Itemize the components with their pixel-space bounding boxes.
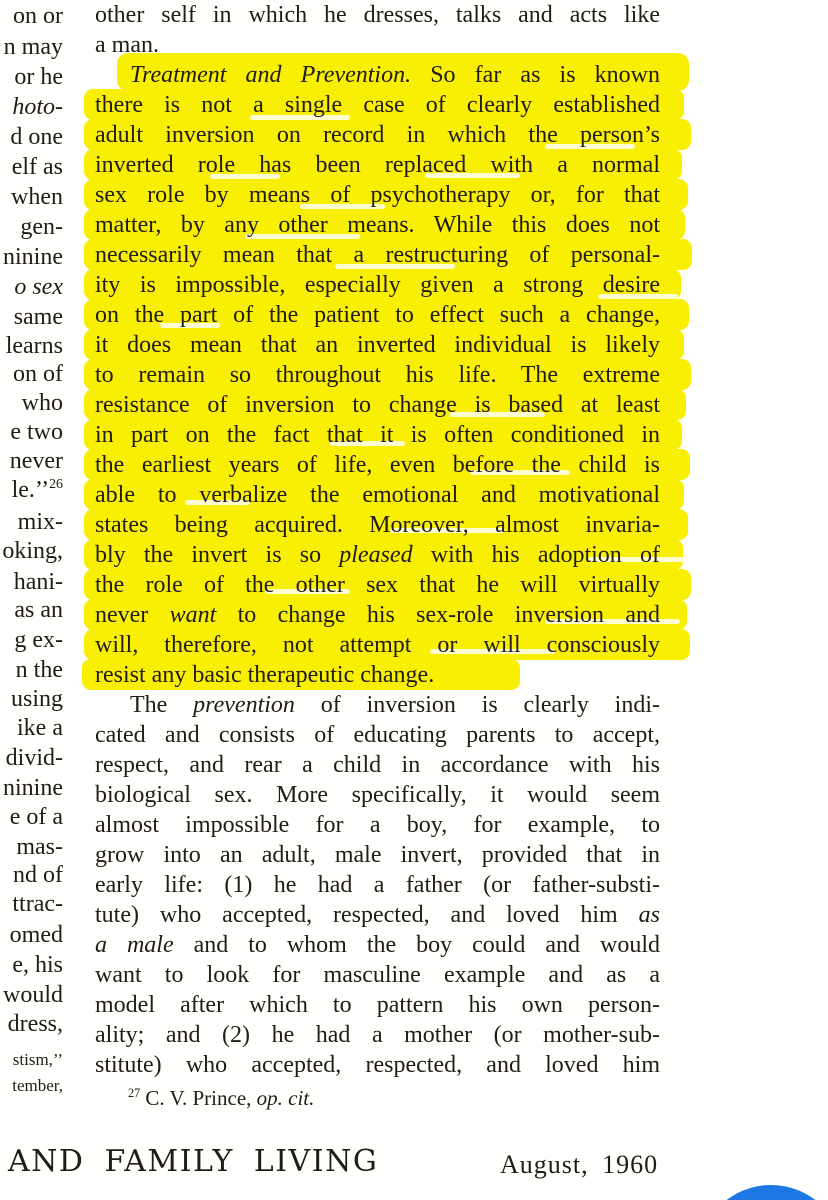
journal-title: AND FAMILY LIVING (8, 1144, 379, 1179)
left-column-line: ninine (3, 775, 63, 801)
text-line: almost impossible for a boy, for example, to (95, 812, 660, 838)
left-column-line: using (10, 686, 63, 712)
text-line: there is not a single case of clearly established (95, 90, 660, 120)
left-column-line: as an (14, 597, 63, 623)
text-line: ity is impossible, especially given a strong desire (95, 270, 660, 300)
text-line: want to look for masculine example and as a (95, 962, 660, 988)
left-column-line: on of (13, 361, 63, 387)
left-column-line: g ex- (14, 627, 63, 653)
left-column-line: omed (9, 922, 63, 948)
left-column-line: hoto- (12, 94, 63, 120)
text-line: the earliest years of life, even before the child is (95, 450, 660, 480)
left-column-line: stism,’’ (12, 1050, 63, 1069)
text-line: necessarily mean that a restructuring of personal- (95, 240, 660, 270)
issue-date: August, 1960 (500, 1150, 659, 1179)
text-line: resistance of inversion to change is based at least (95, 390, 660, 420)
left-column-line: elf as (11, 154, 63, 180)
left-column-line: mas- (16, 834, 63, 860)
left-column-line: never (9, 448, 63, 474)
text-line: the role of the other sex that he will virtually (95, 570, 660, 600)
left-column-line: gen- (20, 214, 63, 240)
left-column-line: e two (10, 419, 63, 445)
left-column-line: on or (13, 3, 63, 29)
left-column-line: who (21, 390, 63, 416)
text-line: biological sex. More specifically, it would seem (95, 782, 660, 808)
blue-circle-button[interactable] (698, 1185, 828, 1200)
left-column-line: tember, (12, 1076, 63, 1095)
left-column-line: e of a (9, 804, 63, 830)
text-line: in part on the fact that it is often conditioned in (95, 420, 660, 450)
footnote: $^{27}$ C. V. Prince, op. cit. (128, 1086, 315, 1110)
text-line: tute) who accepted, respected, and loved him as (95, 902, 660, 928)
left-column-line: when (11, 184, 63, 210)
text-line: model after which to pattern his own person- (95, 992, 660, 1018)
text-line: never want to change his sex-role inversion and (95, 600, 660, 630)
left-column-line: ike a (17, 715, 63, 741)
text-line: to remain so throughout his life. The extreme (95, 360, 660, 390)
text-line: cated and consists of educating parents to accept, (95, 722, 660, 748)
main-text-column (95, 0, 660, 1080)
left-column-line: le.’’$^{26}$ (11, 477, 63, 503)
text-line: it does mean that an inverted individual is likely (95, 330, 660, 360)
text-line: resist any basic therapeutic change. (95, 660, 660, 690)
text-line: will, therefore, not attempt or will consciously (95, 630, 660, 660)
text-line: other self in which he dresses, talks and acts like (95, 2, 660, 28)
text-line: sex role by means of psychotherapy or, for that (95, 180, 660, 210)
left-column-line: ninine (3, 244, 63, 270)
left-column-line: same (13, 304, 63, 330)
text-line: early life: (1) he had a father (or father-substi- (95, 872, 660, 898)
text-line: a man. (95, 32, 159, 58)
text-line: grow into an adult, male invert, provided that in (95, 842, 660, 868)
text-line: The prevention of inversion is clearly indi- (130, 692, 661, 718)
left-column-line: d one (10, 124, 63, 150)
left-column-line: or he (14, 64, 63, 90)
left-column-line: hani- (13, 569, 63, 595)
text-line: ality; and (2) he had a mother (or mother-sub- (95, 1022, 660, 1048)
text-line: bly the invert is so pleased with his adoption of (95, 540, 660, 570)
text-line: states being acquired. Moreover, almost invaria- (95, 510, 660, 540)
text-line: inverted role has been replaced with a normal (95, 150, 660, 180)
left-column-line: would (3, 982, 63, 1008)
left-column-line: learns (5, 333, 63, 359)
left-column-line: e, his (12, 952, 63, 978)
text-line: Treatment and Prevention. So far as is known (95, 60, 660, 90)
left-column-line: ttrac- (12, 891, 63, 917)
text-line: a male and to whom the boy could and would (95, 932, 660, 958)
text-line: on the part of the patient to effect such a change, (95, 300, 660, 330)
text-line: respect, and rear a child in accordance with his (95, 752, 660, 778)
left-column-line: nd of (13, 862, 63, 888)
text-line: able to verbalize the emotional and motivational (95, 480, 660, 510)
left-column-line: dress, (7, 1011, 63, 1037)
left-column-line: o sex (14, 274, 63, 300)
text-line: matter, by any other means. While this does not (95, 210, 660, 240)
text-line: stitute) who accepted, respected, and loved him (95, 1052, 660, 1078)
text-line: adult inversion on record in which the person’s (95, 120, 660, 150)
left-column-line: divid- (5, 745, 63, 771)
left-column-line: n the (15, 657, 63, 683)
left-column-line: mix- (17, 509, 63, 535)
left-column-line: n may (3, 34, 63, 60)
left-column-line: oking, (2, 538, 63, 564)
